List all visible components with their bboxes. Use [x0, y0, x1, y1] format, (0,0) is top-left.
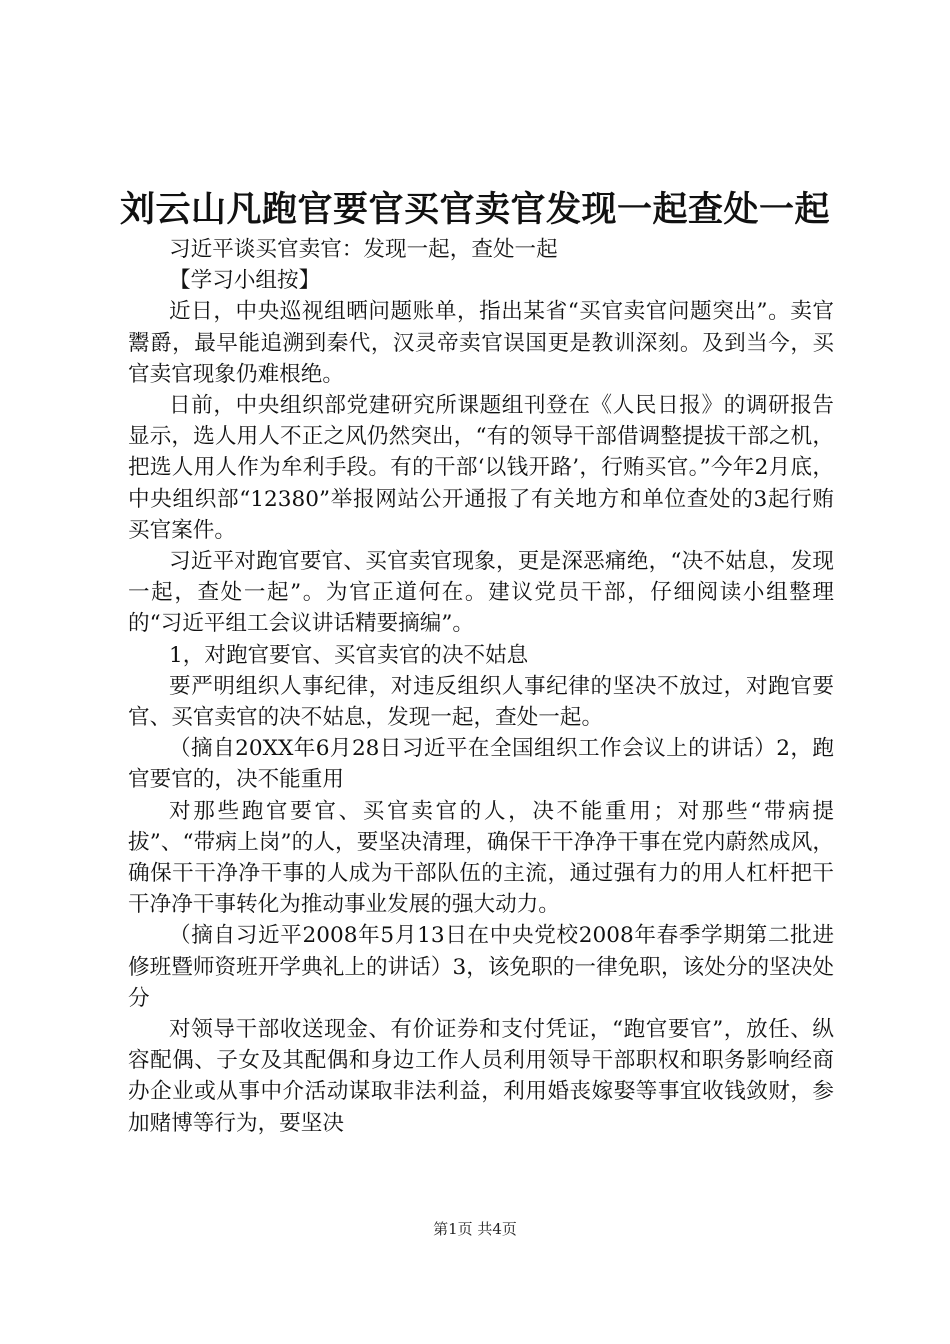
body-paragraph: 要严明组织人事纪律，对违反组织人事纪律的坚决不放过，对跑官要官、买官卖官的决不姑息，发现一起，查处一起。 — [128, 673, 834, 731]
body-paragraph: 日前，中央组织部党建研究所课题组刊登在《人民日报》的调研报告显示，选人用人不正之风仍然突出，“有的领导干部借调整提拔干部之机，把选人用人作为牟利手段。有的干部‘以钱开路’，行贿买官。”今年2月底，中央组织部“12380”举报网站公开通报了有关地方和单位查处的3起行贿买官案件。 — [128, 393, 834, 543]
body-paragraph: 对领导干部收送现金、有价证券和支付凭证，“跑官要官”，放任、纵容配偶、子女及其配偶和身边工作人员利用领导干部职权和职务影响经商办企业或从事中介活动谋取非法利益，利用婚丧嫁娶等事宜收钱敛财，参加赌博等行为，要坚决 — [128, 1017, 834, 1136]
citation-paragraph: （摘自习近平2008年5月13日在中央党校2008年春季学期第二批进修班暨师资班开学典礼上的讲话）3，该免职的一律免职，该处分的坚决处分 — [128, 923, 834, 1011]
page-number-footer: 第1页 共4页 — [433, 1220, 517, 1238]
subtitle-paragraph: 习近平谈买官卖官：发现一起，查处一起 — [169, 237, 558, 262]
citation-paragraph: （摘自20XX年6月28日习近平在全国组织工作会议上的讲话）2，跑官要官的，决不能重用 — [128, 736, 834, 793]
document-title: 刘云山凡跑官要官买官卖官发现一起查处一起 — [119, 189, 830, 230]
section-heading: 1，对跑官要官、买官卖官的决不姑息 — [169, 642, 529, 668]
document-body — [128, 234, 834, 1139]
body-paragraph: 习近平对跑官要官、买官卖官现象，更是深恶痛绝，“决不姑息，发现一起，查处一起”。为官正道何在。建议党员干部，仔细阅读小组整理的“习近平组工会议讲话精要摘编”。 — [128, 549, 834, 637]
study-group-note-heading: 【学习小组按】 — [169, 268, 321, 294]
body-paragraph: 近日，中央巡视组晒问题账单，指出某省“买官卖官问题突出”。卖官鬻爵，最早能追溯到秦代，汉灵帝卖官误国更是教训深刻。及到当今，买官卖官现象仍难根绝。 — [128, 299, 834, 387]
body-paragraph: 对那些跑官要官、买官卖官的人，决不能重用；对那些“带病提拔”、“带病上岗”的人，要坚决清理，确保干干净净干事在党内蔚然成风，确保干干净净干事的人成为干部队伍的主流，通过强有力的用人杠杆把干干净净干事转化为推动事业发展的强大动力。 — [128, 798, 834, 918]
